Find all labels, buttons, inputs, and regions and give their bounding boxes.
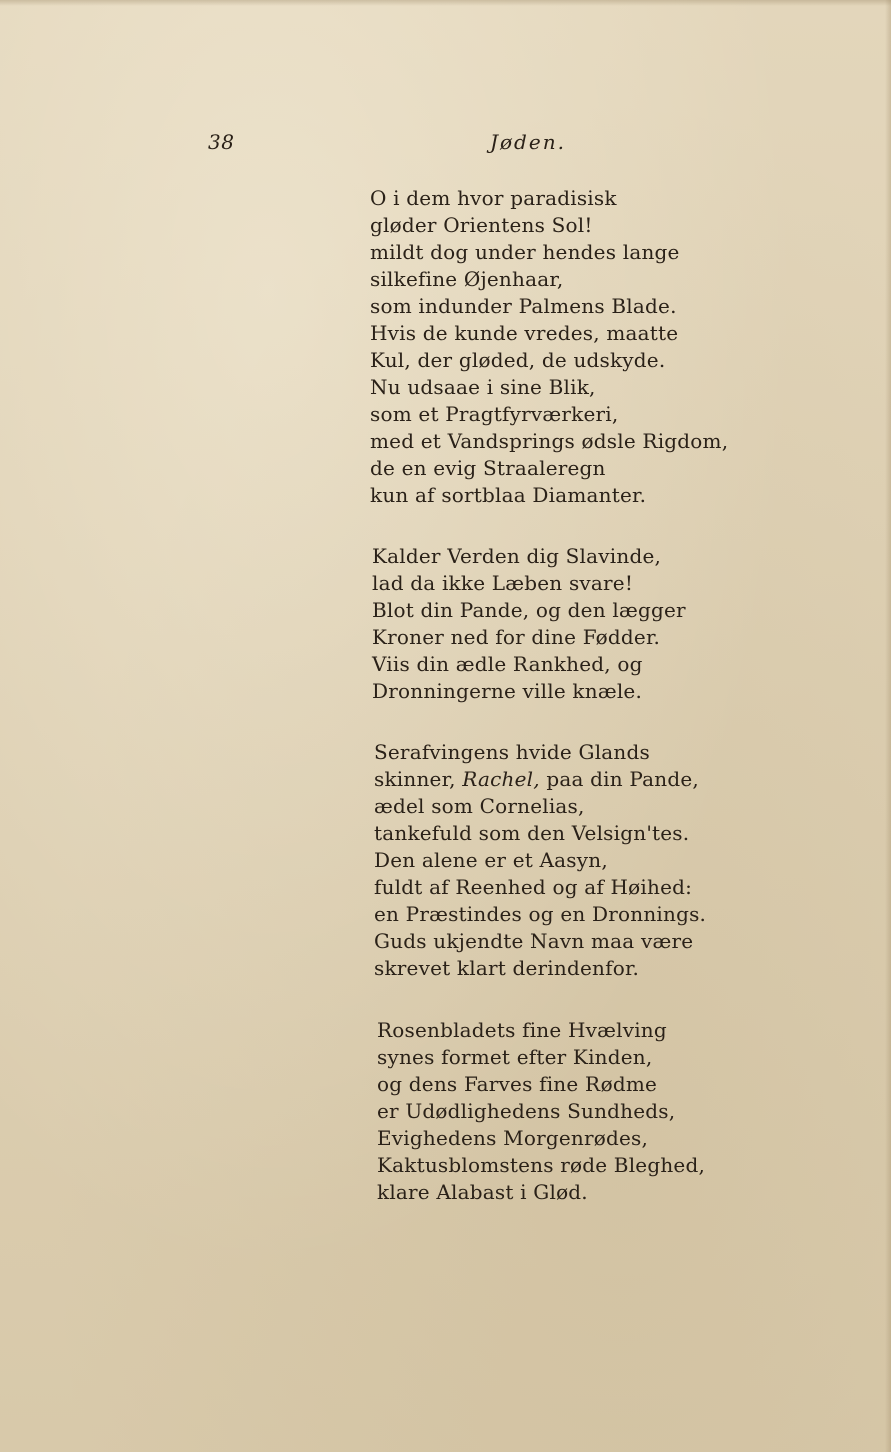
poem-line: de en evig Straaleregn [370, 456, 606, 480]
poem-line: synes formet efter Kinden, [377, 1045, 653, 1069]
stanza [374, 739, 706, 982]
poem-line: lad da ikke Læben svare! [372, 571, 634, 595]
poem-line: mildt dog under hendes lange [370, 240, 680, 264]
poem-line: Blot din Pande, og den lægger [372, 598, 686, 622]
page-edge-shadow [0, 0, 891, 6]
running-title: Jøden. [490, 130, 566, 154]
poem-line: Nu udsaae i sine Blik, [370, 375, 596, 399]
italic-name-rachel: Rachel, [462, 767, 540, 791]
poem-line-segment: paa din Pande, [539, 767, 699, 791]
poem-line: Dronningerne ville knæle. [372, 679, 643, 703]
poem-line: en Præstindes og en Dronnings. [374, 902, 707, 926]
poem-line: Kaktusblomstens røde Bleghed, [377, 1153, 706, 1177]
poem-line: Kalder Verden dig Slavinde, [372, 544, 662, 568]
poem-line: tankefuld som den Velsign'tes. [374, 821, 690, 845]
poem-line: klare Alabast i Glød. [377, 1180, 588, 1204]
stanza [370, 185, 728, 509]
poem-line: O i dem hvor paradisisk [370, 186, 617, 210]
stanza [377, 1017, 705, 1206]
poem-line: Evighedens Morgenrødes, [377, 1126, 649, 1150]
poem-line: silkefine Øjenhaar, [370, 267, 564, 291]
poem-line: Rosenbladets fine Hvælving [377, 1018, 667, 1042]
poem-line: skrevet klart derindenfor. [374, 956, 640, 980]
poem-line: Kroner ned for dine Fødder. [372, 625, 661, 649]
page-edge-shadow [885, 0, 891, 1452]
poem-line: gløder Orientens Sol! [370, 213, 593, 237]
poem-line: som et Pragtfyrværkeri, [370, 402, 619, 426]
poem-line: som indunder Palmens Blade. [370, 294, 677, 318]
poem-line: kun af sortblaa Diamanter. [370, 483, 647, 507]
page-number: 38 [208, 130, 235, 154]
poem-line: Hvis de kunde vredes, maatte [370, 321, 679, 345]
poem-line: fuldt af Reenhed og af Høihed: [374, 875, 693, 899]
poem-line: ædel som Cornelias, [374, 794, 585, 818]
poem-line: Serafvingens hvide Glands [374, 740, 650, 764]
poem-line: er Udødlighedens Sundheds, [377, 1099, 676, 1123]
poem-line: og dens Farves fine Rødme [377, 1072, 658, 1096]
stanza [372, 543, 686, 705]
poem-line: Kul, der gløded, de udskyde. [370, 348, 666, 372]
poem-line: Viis din ædle Rankhed, og [372, 652, 643, 676]
poem-line: Guds ukjendte Navn maa være [374, 929, 694, 953]
poem-line: Den alene er et Aasyn, [374, 848, 608, 872]
poem-line: med et Vandsprings ødsle Rigdom, [370, 429, 729, 453]
poem-line-segment: skinner, [374, 767, 463, 791]
poem-line [374, 766, 706, 793]
